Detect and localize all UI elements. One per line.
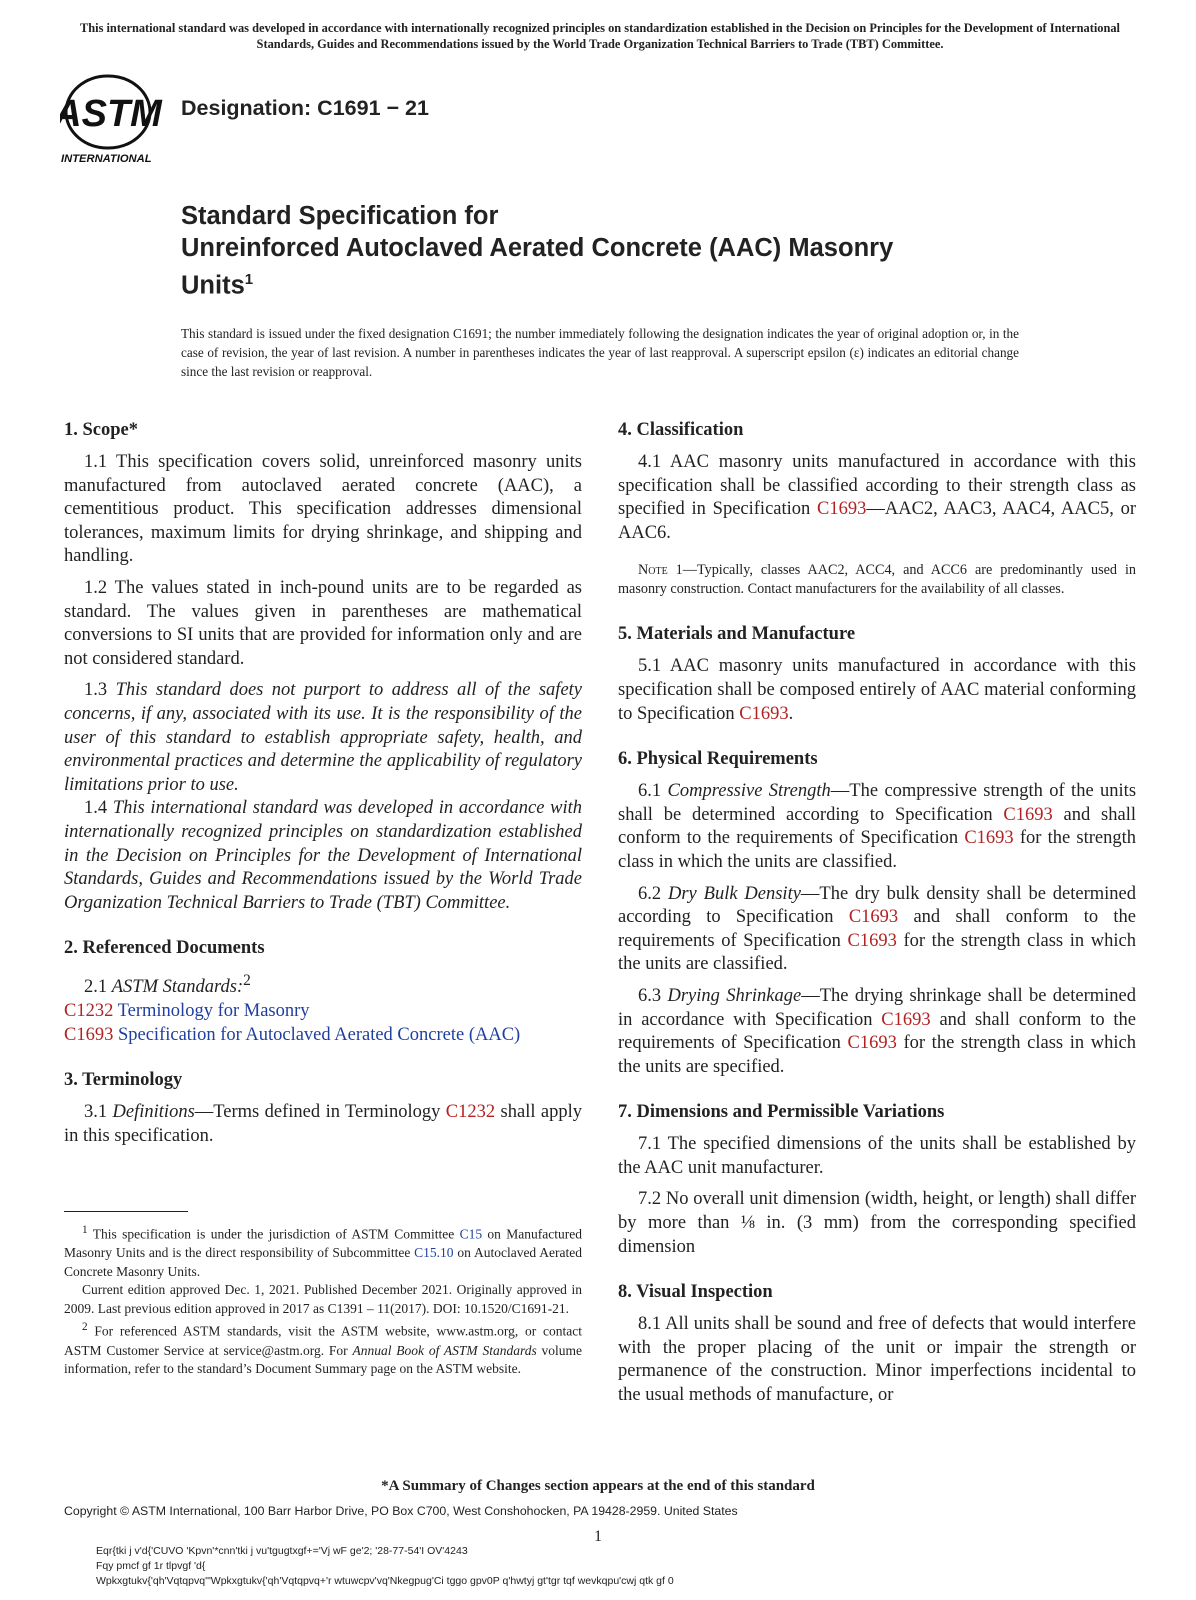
paragraph-7-2: 7.2 No overall unit dimension (width, height, or length) shall differ by more than ⅛ in. (3 mm) from the corresponding specified dimension <box>618 1189 1136 1257</box>
section-dimensions <box>618 1099 1136 1259</box>
paragraph-8-1: 8.1 All units shall be sound and free of defects that would interfere with the proper placing of the unit or impair the strength or permanence of the construction. Minor imperfections incidental to the usual methods of manufacture, or <box>618 1314 1136 1406</box>
section-materials <box>618 621 1136 726</box>
section-referenced-documents <box>64 935 582 1047</box>
paragraph-2-1: 2.1 ASTM Standards:$^2$ <box>84 972 251 998</box>
issue-note: This standard is issued under the fixed designation C1691; the number immediately following the designation indicates the year of original adoption or, in the case of revision, the year of last revision. A number in parentheses indicates the year of last reapproval. A superscript epsilon (ε) indicates an editorial change since the last revision or reapproval. <box>181 326 1019 379</box>
astm-logo-mark <box>60 72 170 167</box>
license-watermark: Eqr{tki j v'd{'CUVO 'Kpvn'*cnn'tki j vu'tgugtxgf+='Vj wF ge'2; '28-77-54'I OV'4243 Fqy pmcf gf 1r tlpvgf 'd{ Wpkxgtukv{'qh'Vqtqpvq'"Wpkxgtukv{'qh'Vqtqpvq+'r wtuwcpv'vq'Nkegpug'Ci tggo gpv0P q'hwtyj gt'tgr tqf wevkqpu'cwj qtk gf 0 <box>96 1545 674 1587</box>
title-line-1: Standard Specification for <box>181 202 499 230</box>
section-heading: 5. Materials and Manufacture <box>618 624 856 645</box>
link-c1693[interactable]: C1693 <box>817 499 867 520</box>
paragraph-5-1: 5.1 AAC masonry units manufactured in accordance with this specification shall be composed entirely of AAC material conforming to Specification C1693. <box>618 656 1136 724</box>
section-heading: 7. Dimensions and Permissible Variations <box>618 1102 945 1123</box>
designation: Designation: C1691 − 21 <box>181 96 429 120</box>
wto-notice: This international standard was developed in accordance with internationally recognized principles on standardization established in the Decision on Principles for the Development of International Standards, Guides and Recommendations issued by the World Trade Organization Technical Barriers to Trade (TBT) Committee. <box>79 21 1121 51</box>
footnote-divider <box>64 1211 188 1212</box>
link-c1693[interactable]: C1693 <box>848 907 899 928</box>
left-column <box>64 417 582 1168</box>
title-line-2: Unreinforced Autoclaved Aerated Concrete (AAC) Masonry <box>181 234 894 262</box>
section-classification <box>618 417 1136 599</box>
link-c15-10[interactable]: C15.10 <box>414 1245 454 1261</box>
page-number: 1 <box>594 1528 602 1545</box>
footnotes <box>64 1221 582 1379</box>
paragraph-6-2: 6.2 Dry Bulk Density—The dry bulk density shall be determined according to Specification C1693 and shall conform to the requirements of Specification C1693 for the strength class in which the units are classified. <box>618 883 1136 975</box>
svg-text:INTERNATIONAL: INTERNATIONAL <box>61 153 152 165</box>
summary-of-changes-note: *A Summary of Changes section appears at the end of this standard <box>381 1478 815 1494</box>
paragraph-4-1: 4.1 AAC masonry units manufactured in accordance with this specification shall be classified according to their strength class as specified in Specification C1693—AAC2, AAC3, AAC4, AAC5, or AAC6. <box>618 452 1136 543</box>
document-title <box>181 200 1041 302</box>
reference-c1232[interactable]: C1232 Terminology for Masonry <box>64 1001 310 1022</box>
link-c1232[interactable]: C1232 <box>445 1102 496 1123</box>
section-heading: 8. Visual Inspection <box>618 1282 773 1303</box>
section-heading: 1. Scope* <box>64 420 138 440</box>
section-heading: 3. Terminology <box>64 1070 183 1091</box>
title-footnote-ref[interactable]: 1 <box>244 271 254 288</box>
link-c15[interactable]: C15 <box>459 1226 483 1242</box>
paragraph-1-2: 1.2 The values stated in inch-pound units are to be regarded as standard. The values given in parentheses are mathematical conversions to SI units that are provided for information only and are not considered standard. <box>64 577 582 669</box>
section-scope <box>64 417 582 915</box>
copyright: Copyright © ASTM International, 100 Barr Harbor Drive, PO Box C700, West Conshohocken, PA 19428-2959. United States <box>64 1504 738 1518</box>
reference-c1693[interactable]: C1693 Specification for Autoclaved Aerated Concrete (AAC) <box>64 1024 521 1045</box>
footnote-ref[interactable]: 2 <box>243 972 251 990</box>
paragraph-1-1: 1.1 This specification covers solid, unreinforced masonry units manufactured from autoclaved aerated concrete (AAC), a cementitious product. This specification addresses dimensional tolerances, maximum limits for drying shrinkage, and shipping and handling. <box>64 452 582 567</box>
link-c1693[interactable]: C1693 <box>881 1009 931 1030</box>
footnote-1-edition: Current edition approved Dec. 1, 2021. Published December 2021. Originally approved in 2009. Last previous edition approved in 2017 as C1391 – 11(2017). DOI: 10.1520/C1691-21. <box>64 1282 582 1316</box>
title-line-3: Units$^1$ <box>181 271 254 300</box>
section-heading: 4. Classification <box>618 420 744 440</box>
paragraph-1-3: 1.3 This standard does not purport to address all of the safety concerns, if any, associated with its use. It is the responsibility of the user of this standard to establish appropriate safety, health, and environmental practices and determine the applicability of regulatory limitations prior to use. <box>64 680 583 795</box>
link-c1693[interactable]: C1693 <box>964 828 1014 849</box>
section-heading: 6. Physical Requirements <box>618 749 818 770</box>
link-c1693[interactable]: C1693 <box>739 703 789 724</box>
paragraph-1-4: 1.4 This international standard was developed in accordance with internationally recognized principles on standardization established in the Decision on Principles for the Development of International Standards, Guides and Recommendations issued by the World Trade Organization Technical Barriers to Trade (TBT) Committee. <box>64 798 583 913</box>
footnote-1: $^1$ This specification is under the jurisdiction of ASTM Committee C15 on Manufactured Masonry Units and is the direct responsibility of Subcommittee C15.10 on Autoclaved Aerated Concrete Masonry Units. <box>64 1224 582 1279</box>
section-heading: 2. Referenced Documents <box>64 938 265 959</box>
paragraph-7-1: 7.1 The specified dimensions of the units shall be established by the AAC unit manufacturer. <box>618 1134 1136 1178</box>
section-terminology <box>64 1067 582 1148</box>
paragraph-6-1: 6.1 Compressive Strength—The compressive strength of the units shall be determined according to Specification C1693 and shall conform to the requirements of Specification C1693 for the strength class in which the units are classified. <box>618 781 1137 872</box>
astm-logo <box>60 72 170 167</box>
section-physical-requirements <box>618 746 1136 1079</box>
link-c1693[interactable]: C1693 <box>847 930 897 951</box>
link-c1693[interactable]: C1693 <box>847 1033 897 1054</box>
section-visual-inspection <box>618 1279 1136 1407</box>
right-column <box>618 417 1136 1428</box>
svg-text:ASTM: ASTM <box>60 93 162 135</box>
paragraph-3-1: 3.1 Definitions—Terms defined in Terminology C1232 shall apply in this specification. <box>64 1102 582 1146</box>
note-1: Note 1—Typically, classes AAC2, ACC4, and ACC6 are predominantly used in masonry construction. Contact manufacturers for the availability of all classes. <box>618 562 1136 598</box>
footnote-2: $^2$ For referenced ASTM standards, visit the ASTM website, www.astm.org, or contact ASTM Customer Service at service@astm.org. For Annual Book of ASTM Standards volume information, refer to the standard’s Document Summary page on the ASTM website. <box>64 1321 583 1377</box>
link-c1693[interactable]: C1693 <box>1003 804 1053 825</box>
paragraph-6-3: 6.3 Drying Shrinkage—The drying shrinkage shall be determined in accordance with Specification C1693 and shall conform to the requirements of Specification C1693 for the strength class in which the units are specified. <box>618 985 1136 1077</box>
